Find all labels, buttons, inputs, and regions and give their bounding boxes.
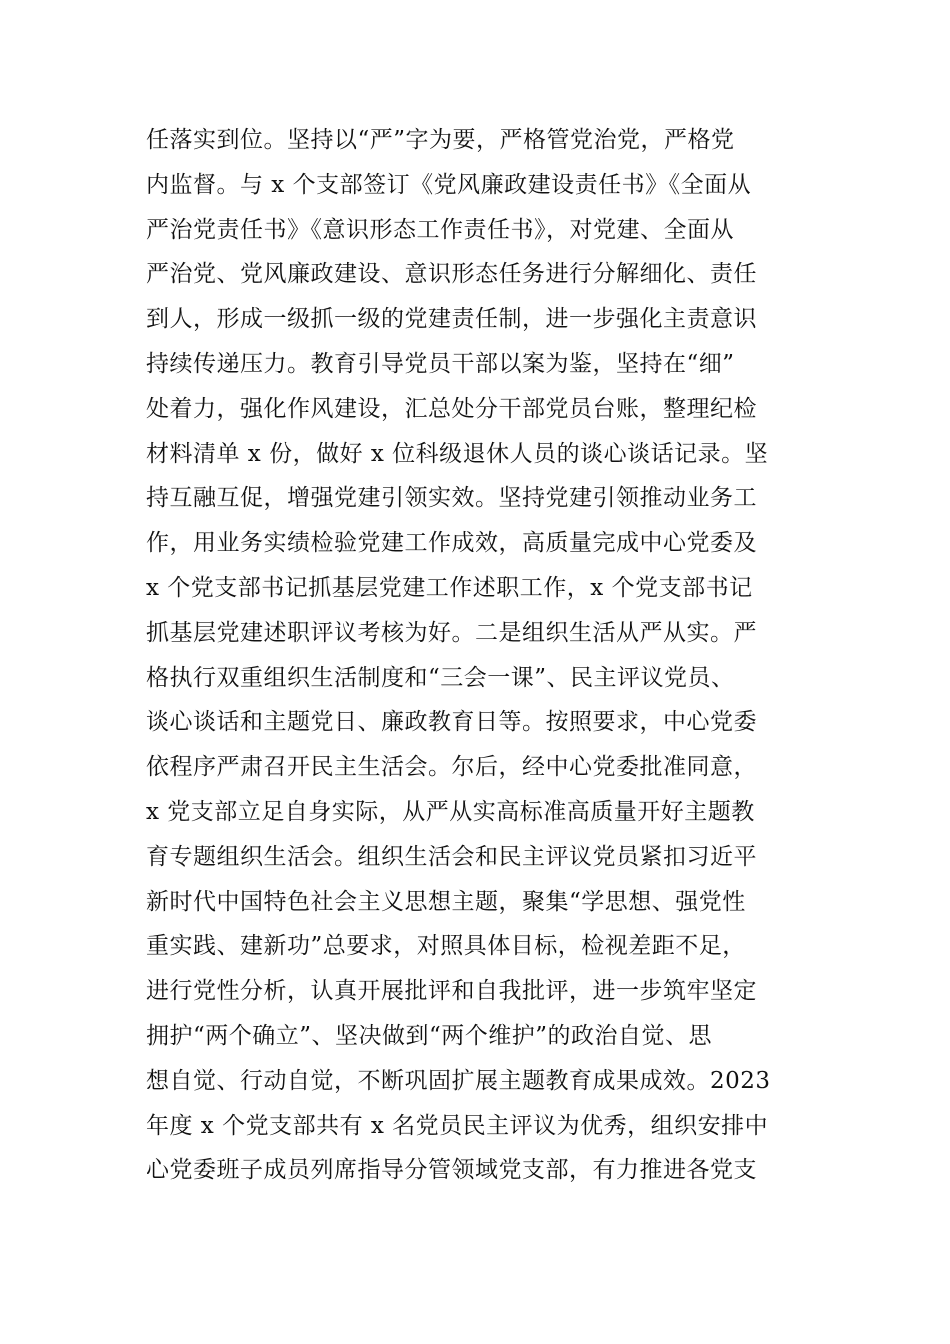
text-line: 心党委班子成员列席指导分管领域党支部，有力推进各党支 xyxy=(146,1157,757,1184)
text-line: 拥护“两个确立”、坚决做到“两个维护”的政治自觉、思 xyxy=(146,1022,713,1049)
text-line: x 党支部立足自身实际，从严从实高标准高质量开好主题教 xyxy=(146,798,755,825)
text-line: 严治党责任书》《意识形态工作责任书》，对党建、全面从 xyxy=(146,216,734,243)
text-line: 持续传递压力。教育引导党员干部以案为鉴，坚持在“细” xyxy=(146,350,735,377)
text-line: 想自觉、行动自觉，不断巩固扩展主题教育成果成效。2023 xyxy=(146,1067,771,1094)
text-line: 严治党、党风廉政建设、意识形态任务进行分解细化、责任 xyxy=(146,261,757,288)
text-line: 持互融互促，增强党建引领实效。坚持党建引领推动业务工 xyxy=(146,485,757,512)
text-line: 作，用业务实绩检验党建工作成效，高质量完成中心党委及 xyxy=(146,530,757,557)
text-line: 育专题组织生活会。组织生活会和民主评议党员紧扣习近平 xyxy=(146,843,757,870)
text-line: 到人，形成一级抓一级的党建责任制，进一步强化主责意识 xyxy=(146,306,757,333)
text-line: 任落实到位。坚持以“严”字为要，严格管党治党，严格党 xyxy=(146,127,735,153)
text-line: 依程序严肃召开民主生活会。尔后，经中心党委批准同意， xyxy=(146,754,757,781)
text-line: x 个党支部书记抓基层党建工作述职工作，x 个党支部书记 xyxy=(146,574,753,601)
text-line: 内监督。与 x 个支部签订《党风廉政建设责任书》《全面从 xyxy=(146,171,752,198)
text-line: 处着力，强化作风建设，汇总处分干部党员台账，整理纪检 xyxy=(146,395,757,422)
text-line: 新时代中国特色社会主义思想主题，聚集“学思想、强党性 xyxy=(146,888,746,915)
text-line: 年度 x 个党支部共有 x 名党员民主评议为优秀，组织安排中 xyxy=(146,1112,769,1139)
text-line: 谈心谈话和主题党日、廉政教育日等。按照要求，中心党委 xyxy=(146,709,757,736)
text-line: 重实践、建新功”总要求，对照具体目标，检视差距不足， xyxy=(146,933,746,960)
text-line: 抓基层党建述职评议考核为好。二是组织生活从严从实。严 xyxy=(146,619,757,646)
text-line: 格执行双重组织生活制度和“三会一课”、民主评议党员、 xyxy=(146,664,735,691)
body-paragraph xyxy=(146,118,816,1193)
text-line: 材料清单 x 份，做好 x 位科级退休人员的谈心谈话记录。坚 xyxy=(146,440,769,467)
text-line: 进行党性分析，认真开展批评和自我批评，进一步筑牢坚定 xyxy=(146,978,757,1005)
